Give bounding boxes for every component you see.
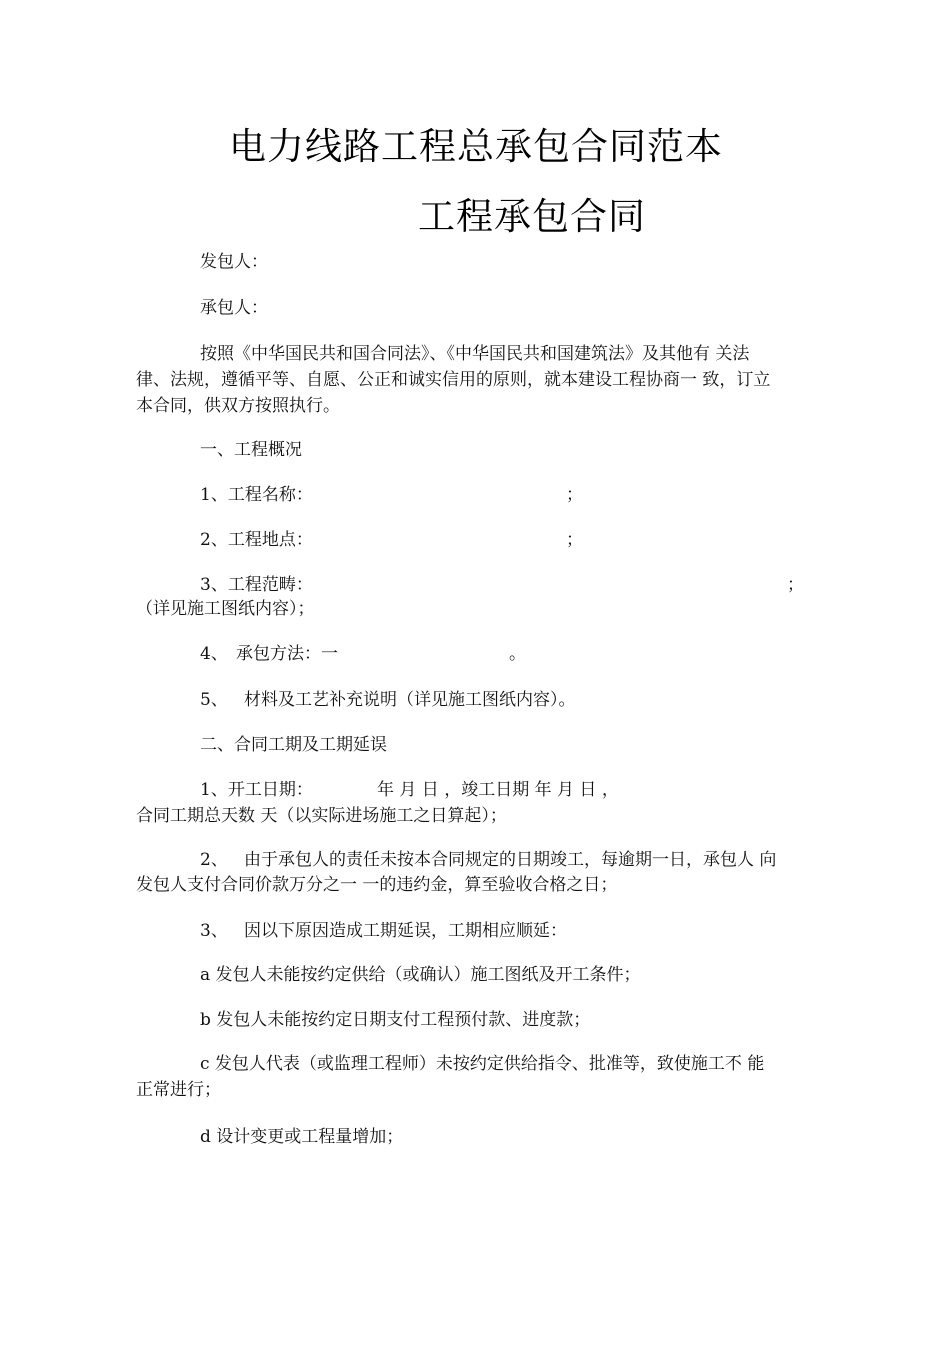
contractor-label: 承包人：	[200, 298, 268, 318]
project-site-end: ；	[566, 530, 583, 550]
section1-heading: 一、工程概况	[200, 440, 302, 460]
extension-item-b: b 发包人未能按约定日期支付工程预付款、进度款；	[200, 1010, 591, 1030]
employer-label: 发包人：	[200, 252, 268, 272]
project-scope-end: ；	[787, 575, 804, 595]
extension-item-d: d 设计变更或工程量增加；	[200, 1127, 404, 1147]
document-subtitle: 工程承包合同	[418, 195, 646, 238]
project-name-label: 1、工程名称：	[200, 485, 313, 505]
preamble-line-2: 律、法规，遵循平等、自愿、公正和诚实信用的原则，就本建设工程协商一 致，订立	[136, 370, 771, 390]
duration-line: 合同工期总天数 天（以实际进场施工之日算起）；	[136, 806, 507, 826]
preamble-line-1: 按照《中华国民共和国合同法》、《中华国民共和国建筑法》及其他有 关法	[200, 344, 750, 364]
start-end-dates: 年 月 日 ，竣工日期 年 月 日 ，	[377, 780, 619, 800]
project-scope-label: 3、工程范畴：	[200, 575, 313, 595]
project-name-end: ；	[566, 485, 583, 505]
section2-heading: 二、合同工期及工期延误	[200, 735, 387, 755]
extension-text: 因以下原因造成工期延误，工期相应顺延：	[244, 921, 567, 941]
extension-item-a: a 发包人未能按约定供给（或确认）施工图纸及开工条件；	[200, 965, 641, 985]
document-title: 电力线路工程总承包合同范本	[229, 125, 723, 168]
delay-num: 2、	[200, 850, 228, 870]
contract-method-label: 承包方法：一	[236, 644, 338, 664]
extension-item-c-line-2: 正常进行；	[136, 1080, 221, 1100]
delay-line-2: 发包人支付合同价款万分之一 一的违约金，算至验收合格之日；	[136, 875, 618, 895]
project-site-label: 2、工程地点：	[200, 530, 313, 550]
start-date-label: 1、开工日期：	[200, 780, 313, 800]
preamble-line-3: 本合同，供双方按照执行。	[136, 396, 340, 416]
contract-method-end: 。	[509, 644, 526, 664]
contract-method-num: 4、	[200, 644, 228, 664]
extension-num: 3、	[200, 921, 228, 941]
delay-line-1: 由于承包人的责任未按本合同规定的日期竣工，每逾期一日，承包人 向	[244, 850, 777, 870]
project-scope-note: （详见施工图纸内容）；	[136, 599, 315, 619]
material-num: 5、	[200, 690, 228, 710]
extension-item-c-line-1: c 发包人代表（或监理工程师）未按约定供给指令、批准等，致使施工不 能	[200, 1054, 765, 1074]
material-text: 材料及工艺补充说明（详见施工图纸内容）。	[244, 690, 576, 710]
